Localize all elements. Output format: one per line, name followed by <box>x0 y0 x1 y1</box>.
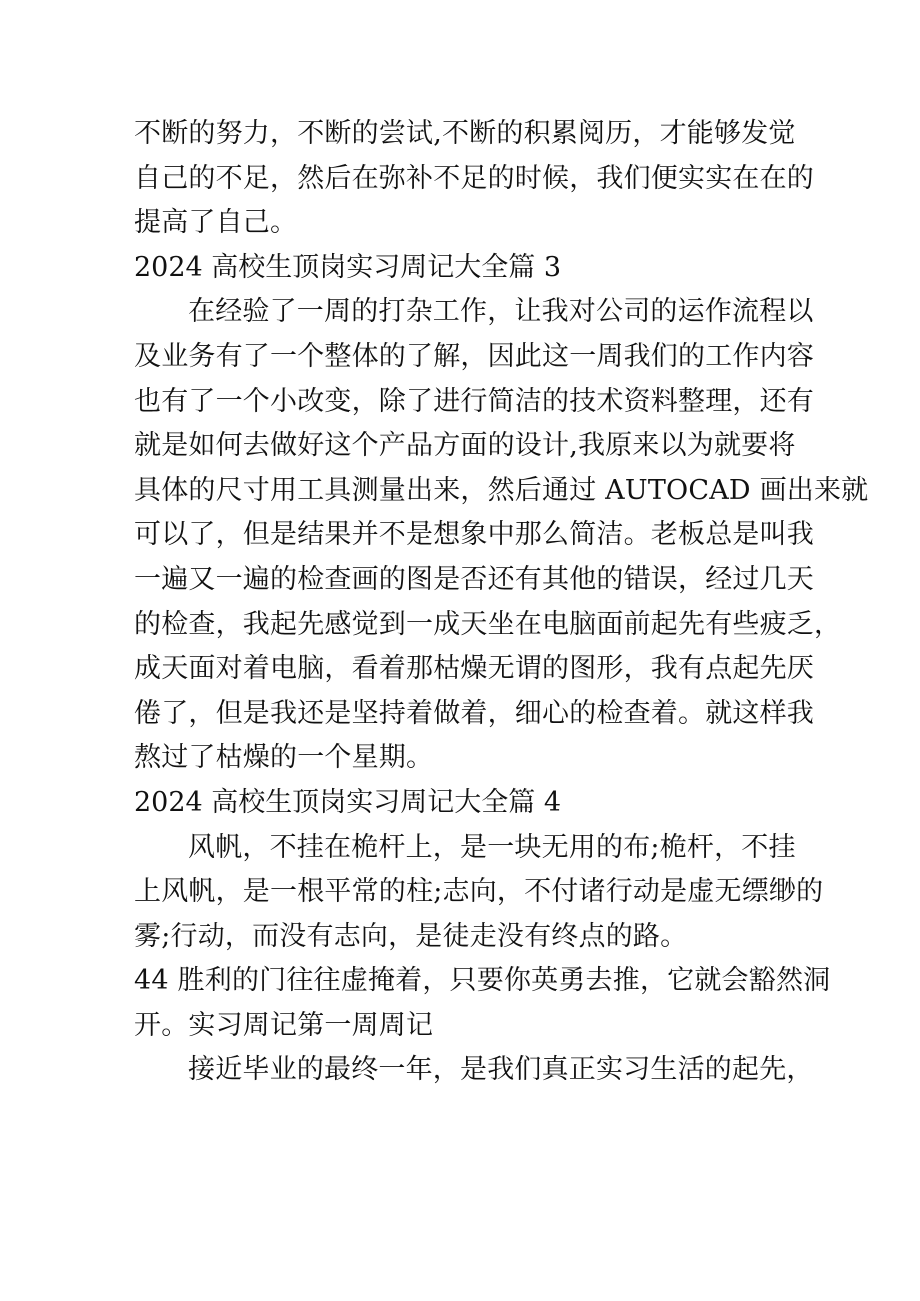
text-line: 及业务有了一个整体的了解，因此这一周我们的工作内容 <box>134 340 814 372</box>
text-line: 接近毕业的最终一年，是我们真正实习生活的起先， <box>188 1054 814 1086</box>
text-line: 成天面对着电脑，看着那枯燥无谓的图形，我有点起先厌 <box>134 653 814 685</box>
text-line: 也有了一个小改变，除了进行简洁的技术资料整理，还有 <box>134 385 814 417</box>
paragraph-5 <box>134 1048 814 1093</box>
text-line: 具体的尺寸用工具测量出来，然后通过 AUTOCAD 画出来就 <box>134 474 869 506</box>
text-line: 就是如何去做好这个产品方面的设计,我原来以为就要将 <box>134 430 796 462</box>
paragraph-3 <box>134 826 824 960</box>
text-line: 自己的不足，然后在弥补不足的时候，我们便实实在在的 <box>134 162 814 194</box>
section-heading-3: 2024 高校生顶岗实习周记大全篇 3 <box>134 251 562 283</box>
text-line: 在经验了一周的打杂工作，让我对公司的运作流程以 <box>188 296 814 328</box>
text-line: 不断的努力，不断的尝试,不断的积累阅历，才能够发觉 <box>134 118 796 149</box>
text-line: 可以了，但是结果并不是想象中那么简洁。老板总是叫我 <box>134 519 814 551</box>
text-line: 雾;行动，而没有志向，是徒走没有终点的路。 <box>134 920 688 952</box>
text-line: 的检查，我起先感觉到一成天坐在电脑面前起先有些疲乏， <box>134 608 842 640</box>
text-line: 熬过了枯燥的一个星期。 <box>134 742 434 774</box>
paragraph-4 <box>134 959 831 1048</box>
paragraph-1 <box>134 112 814 246</box>
text-line: 风帆，不挂在桅杆上，是一块无用的布;桅杆，不挂 <box>188 831 796 863</box>
document-body <box>134 112 869 1093</box>
text-line: 提高了自己。 <box>134 207 298 239</box>
text-line: 一遍又一遍的检查画的图是否还有其他的错误，经过几天 <box>134 563 814 595</box>
text-line: 上风帆，是一根平常的柱;志向，不付诸行动是虚无缥缈的 <box>134 876 824 908</box>
section-heading-4: 2024 高校生顶岗实习周记大全篇 4 <box>134 786 562 818</box>
text-line: 44 胜利的门往往虚掩着，只要你英勇去推，它就会豁然洞 <box>134 965 831 997</box>
text-line: 开。实习周记第一周周记 <box>134 1009 434 1041</box>
paragraph-2 <box>134 290 869 781</box>
text-line: 倦了，但是我还是坚持着做着，细心的检查着。就这样我 <box>134 697 814 729</box>
